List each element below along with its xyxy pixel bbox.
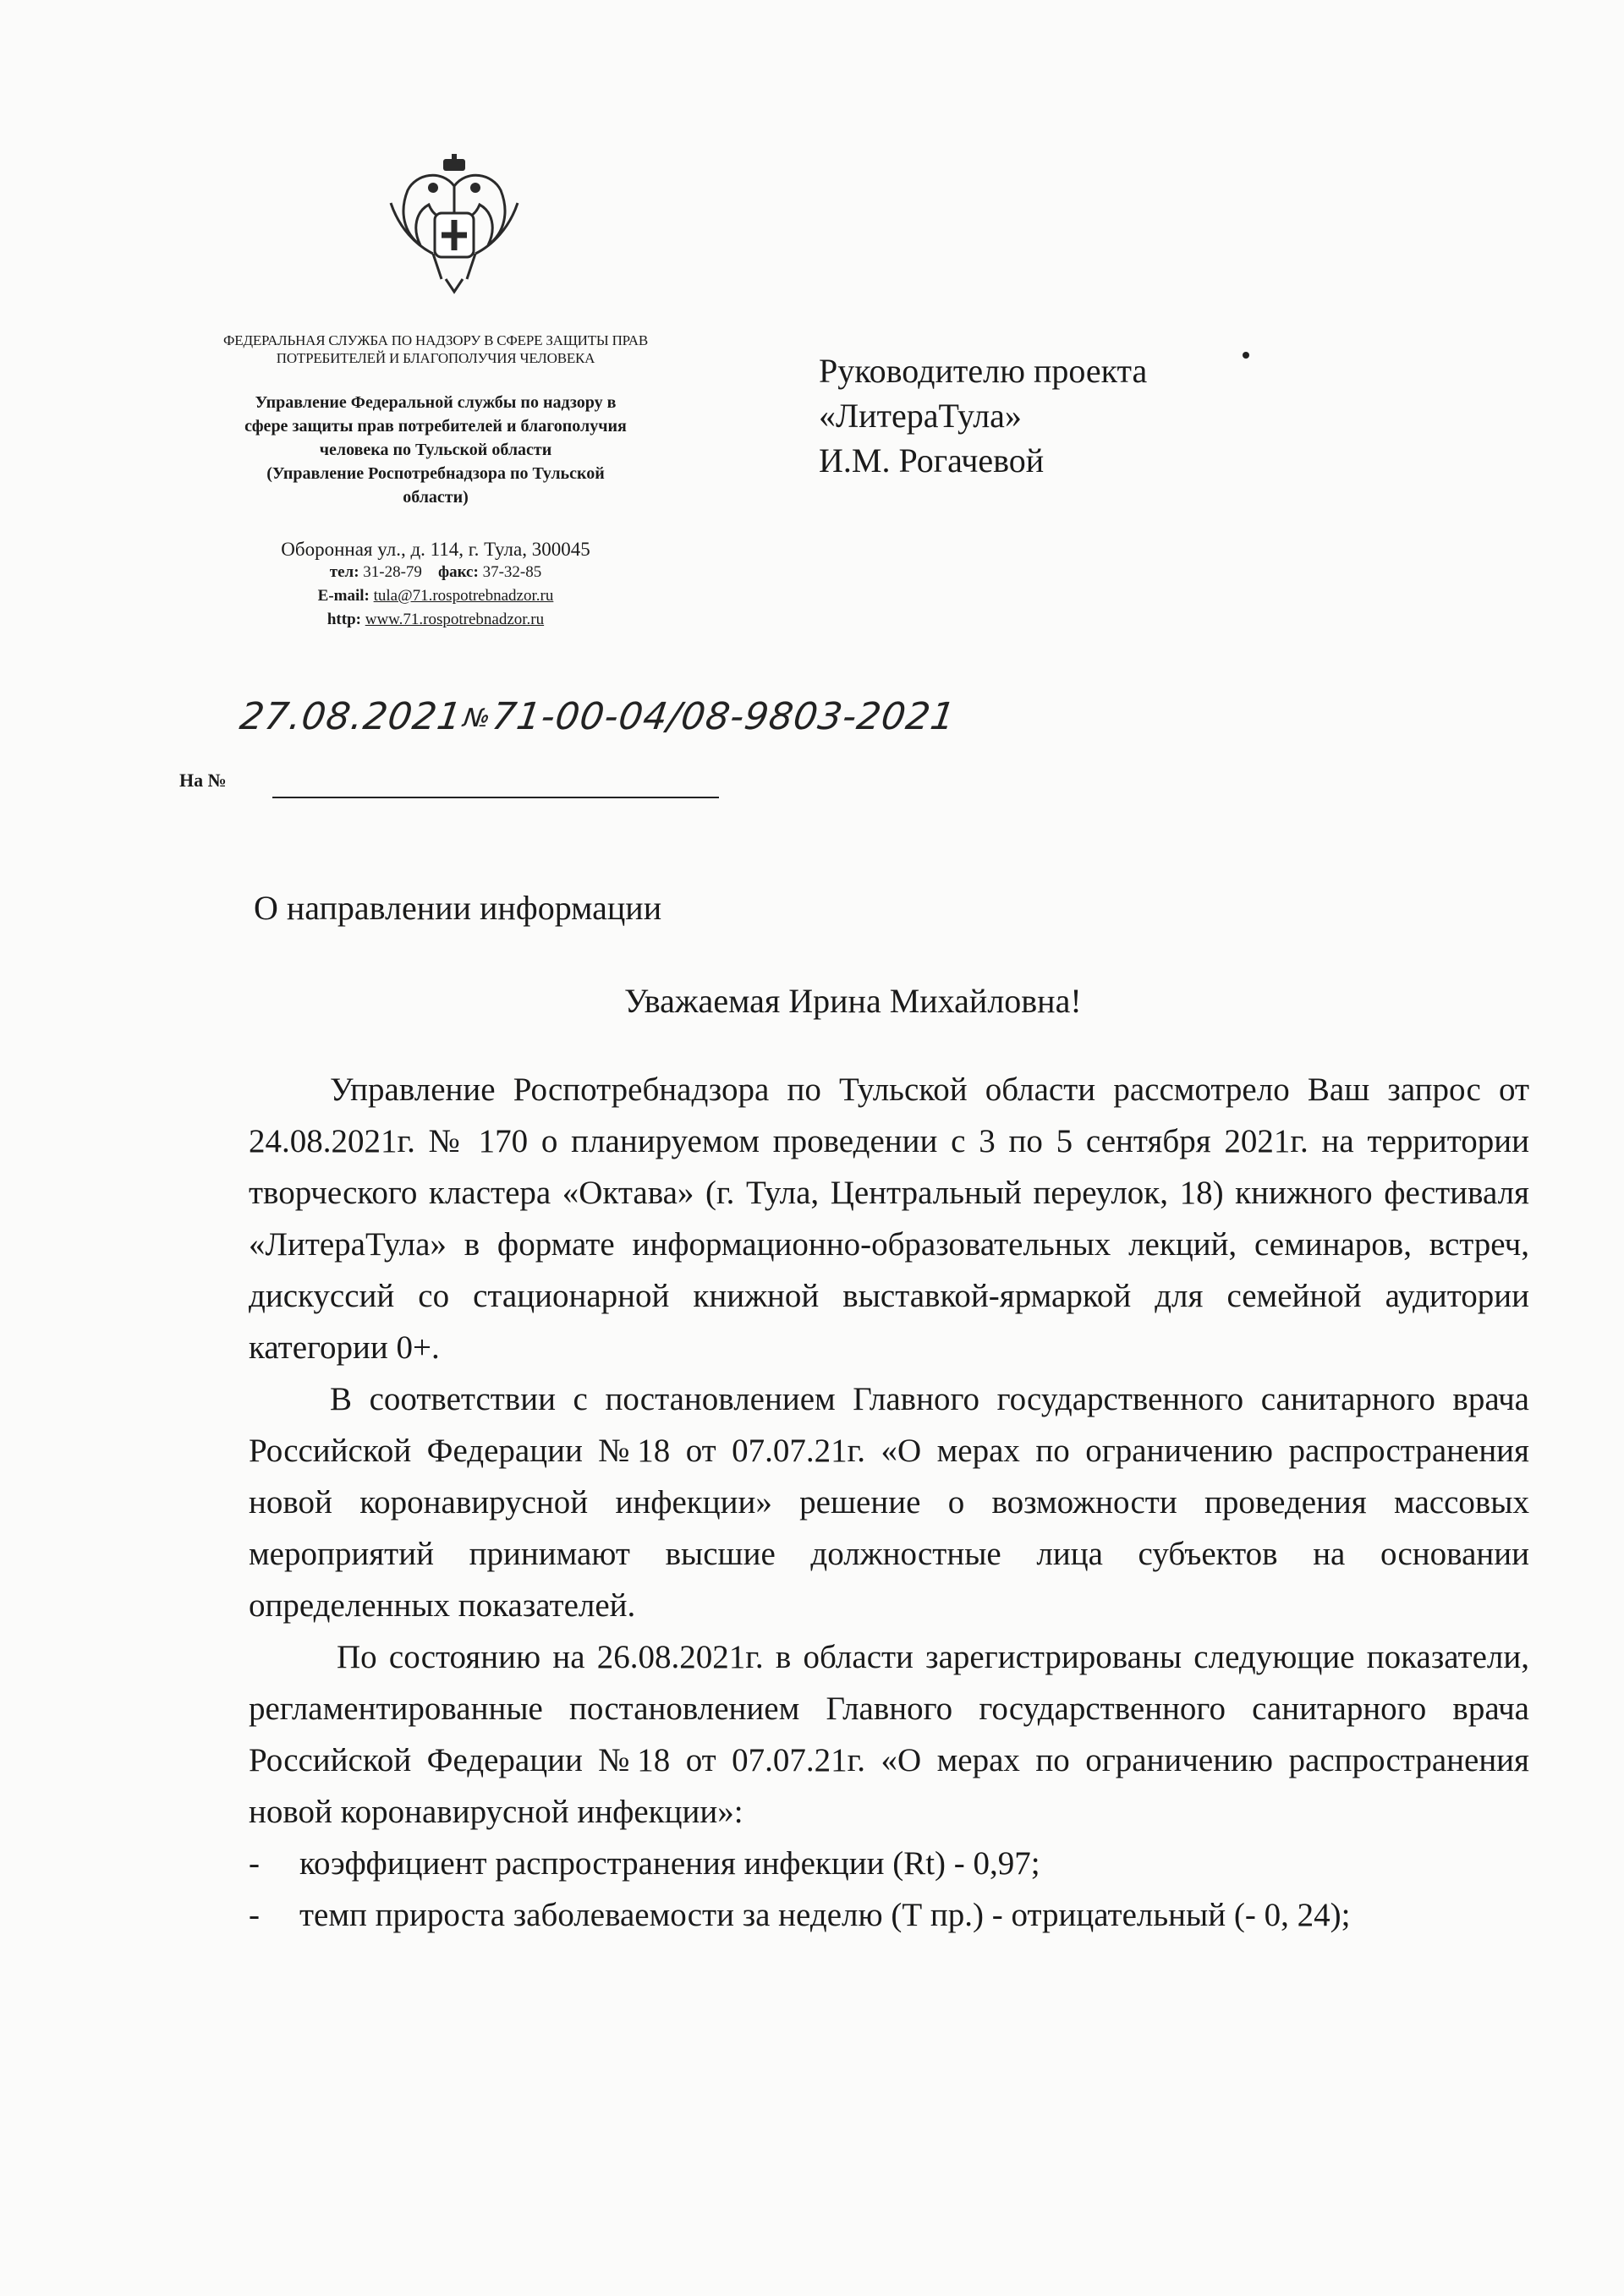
department-name: Управление Федеральной службы по надзору в сфере защиты прав потребителей и благополучия человека по Тульской области (Управление Роспотребнадзора по Тульской области) [244,393,627,507]
paragraph-regulation: В соответствии с постановлением Главного государственного санитарного врача Российской Федерации №18 от 07.07.21г. «О мерах по ограничению распространения новой коронавирусной инфекции» решение о возможности проведения массовых мероприятий принимают высшие должностные лица субъектов на основании определенных показателей. [249,1381,1529,1624]
postal-address: Оборонная ул., д. 114, г. Тула, 300045 [281,539,590,560]
registration-no-label: № [461,704,493,733]
letter-greeting: Уважаемая Ирина Михайловна! [624,982,1082,1020]
registration-number: 71-00-04/08-9803-2021 [489,695,958,738]
paragraph-indicators: По состоянию на 26.08.2021г. в области зарегистрированы следующие показатели, регламентированные постановлением Главного государственного санитарного врача Российской Федерации №18 от 07.07.21г. «О мерах по ограничению распространения новой коронавирусной инфекции»: [249,1639,1529,1830]
email-line: E-mail: tula@71.rospotrebnadzor.ru [317,587,554,605]
reference-label: На № [179,770,227,791]
email-link[interactable]: tula@71.rospotrebnadzor.ru [373,587,554,605]
contact-block [161,538,710,632]
emblem-eagle-icon [382,152,526,296]
registration-line [237,695,981,754]
addressee-block: Руководителю проекта «ЛитераТула» И.М. Рогачевой [819,352,1148,479]
website-line: http: www.71.rospotrebnadzor.ru [326,611,545,628]
letter-body [249,1064,1529,1941]
list-item: - темп прироста заболеваемости за неделю (Т пр.) - отрицательный (- 0, 24); [249,1897,1351,1933]
website-link[interactable]: www.71.rospotrebnadzor.ru [365,611,545,628]
phone-fax-line: тел: 31-28-79 факс: 37-32-85 [329,563,542,581]
reference-blank-line [272,797,719,798]
sender-header [161,332,710,632]
letter-subject: О направлении информации [254,889,662,927]
stray-mark [1243,352,1249,359]
list-item: - коэффициент распространения инфекции (Rt) - 0,97; [249,1845,1040,1882]
registration-date: 27.08.2021 [237,695,465,738]
paragraph-request: Управление Роспотребнадзора по Тульской области рассмотрело Ваш запрос от 24.08.2021г. № 170 о планируемом проведении с 3 по 5 сентября 2021г. на территории творческого кластера «Октава» (г. Тула, Центральный переулок, 18) книжного фестиваля «ЛитераТула» в формате информационно-образовательных лекций, семинаров, встреч, дискуссий со стационарной книжной выставкой-ярмаркой для семейной аудитории категории 0+. [249,1071,1529,1366]
agency-name: ФЕДЕРАЛЬНАЯ СЛУЖБА ПО НАДЗОРУ В СФЕРЕ ЗАЩИТЫ ПРАВ ПОТРЕБИТЕЛЕЙ И БЛАГОПОЛУЧИЯ ЧЕЛОВЕКА [223,332,648,366]
